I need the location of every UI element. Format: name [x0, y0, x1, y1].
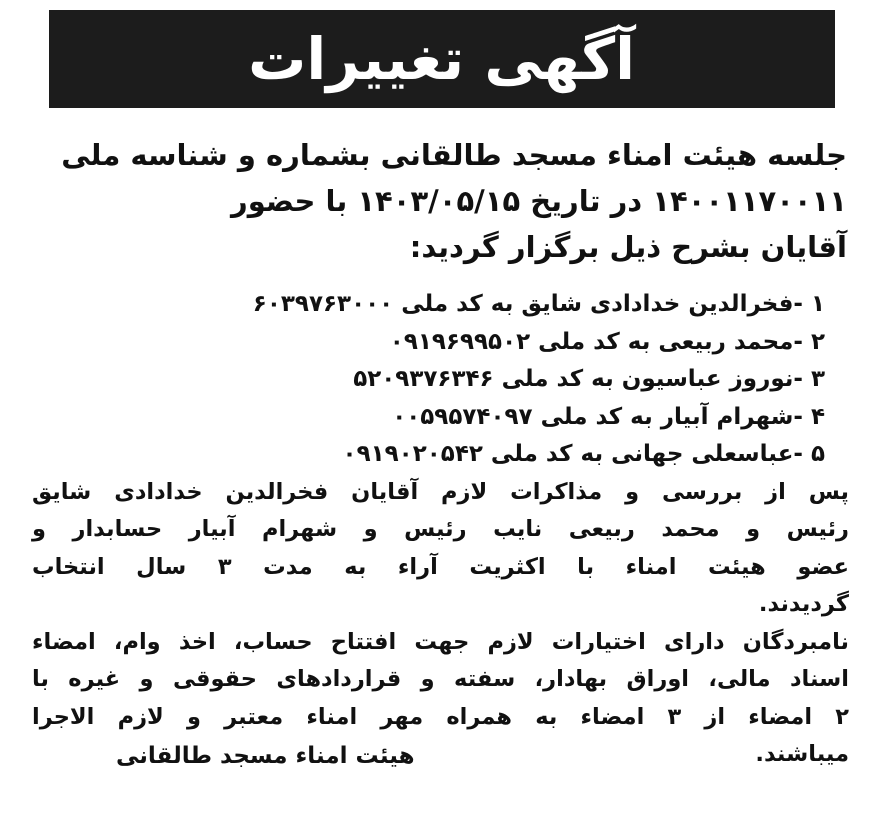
authority-line-1: نامبردگان دارای اختیارات لازم جهت افتتاح حساب، اخذ وام، امضاء — [32, 628, 849, 655]
member-item-3: ۳ -نوروز عباسیون به کد ملی ۵۲۰۹۳۷۶۳۴۶ — [353, 366, 825, 392]
title-banner — [49, 10, 835, 108]
footer-row — [32, 736, 851, 776]
intro-paragraph — [32, 132, 851, 270]
election-line-2: رئیس و محمد ربیعی نایب رئیس و شهرام آبیار حسابدار و — [32, 516, 849, 542]
member-item-4: ۴ -شهرام آبیار به کد ملی ۰۰۵۹۵۷۴۰۹۷ — [392, 403, 825, 430]
notice-title: آگهی تغییرات — [248, 25, 635, 93]
election-line-1: پس از بررسی و مذاکرات لازم آقایان فخرالدین خدادادی شایق — [32, 478, 849, 505]
signature: هیئت امناء مسجد طالقانی — [116, 743, 415, 769]
intro-line-3: آقایان بشرح ذیل برگزار گردید: — [409, 230, 847, 264]
member-item-5: ۵ -عباسعلی جهانی به کد ملی ۰۹۱۹۰۲۰۵۴۲ — [342, 441, 825, 467]
election-paragraph — [32, 474, 851, 624]
member-item-1: ۱ -فخرالدین خدادادی شایق به کد ملی ۶۰۳۹۷۶۳۰۰۰ — [252, 291, 825, 317]
authority-line-3: ۲ امضاء از ۳ امضاء به همراه مهر امناء معتبر و لازم الاجرا — [32, 703, 849, 730]
authority-paragraph — [32, 624, 851, 737]
authority-line-2: اسناد مالی، اوراق بهادار، سفته و قراردادهای حقوقی و غیره با — [32, 666, 849, 692]
intro-line-1: جلسه هیئت امناء مسجد طالقانی بشماره و شناسه ملی — [61, 138, 847, 172]
member-item-2: ۲ -محمد ربیعی به کد ملی ۰۹۱۹۶۹۹۵۰۲ — [389, 328, 825, 355]
members-list — [32, 286, 851, 474]
election-line-3: عضو هیئت امناء با اکثریت آراء به مدت ۳ سال انتخاب — [32, 553, 849, 580]
closing-word: میباشند. — [755, 741, 849, 767]
election-line-4: گردیدند. — [758, 591, 849, 617]
intro-line-2: ۱۴۰۰۱۱۷۰۰۱۱ در تاریخ ۱۴۰۳/۰۵/۱۵ با حضور — [231, 184, 847, 218]
